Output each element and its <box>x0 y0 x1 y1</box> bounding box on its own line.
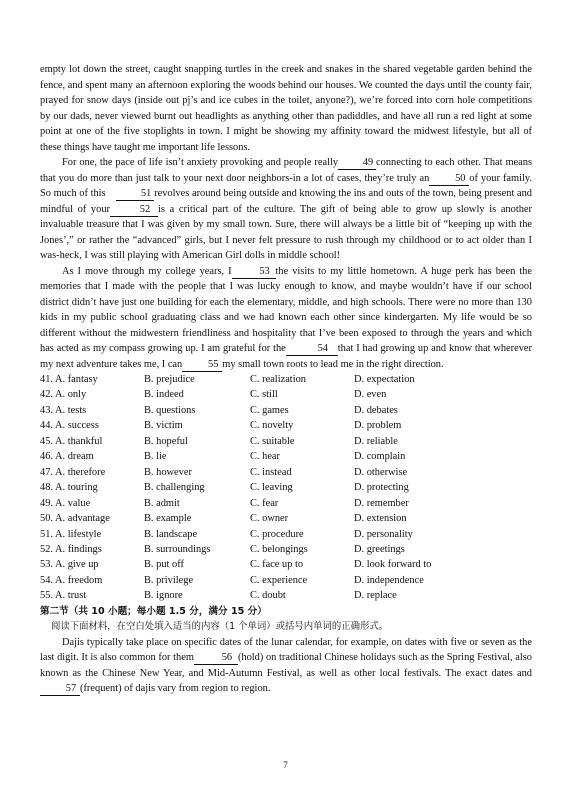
option-a: 41. A. fantasy <box>40 374 98 385</box>
text: of your family. So much of this <box>40 172 532 199</box>
option-b: B. admit <box>144 497 180 509</box>
option-b: B. challenging <box>144 482 205 494</box>
option-d: D. greetings <box>354 543 405 555</box>
exam-page <box>40 62 532 697</box>
text: the visits to my little hometown. A huge perk has been the memories that I made with the people that I was lucky enough to know, and maybe wouldn’t have if our school district didn’t have just one building for each the elementary, middle, and high schools. There were no more than 130 kids in my public school graduating class and we had known each other since kindergarten. My life would be so different without the midwestern friendliness and hospitality that I’ve been exposed to through the years and which has acted as my compass growing up. I am grateful for the <box>40 265 532 354</box>
option-row <box>40 434 532 449</box>
option-row <box>40 372 532 387</box>
option-c: C. games <box>250 404 289 416</box>
blank-49: 49 <box>338 157 376 170</box>
option-c: C. still <box>250 389 278 401</box>
option-c: C. leaving <box>250 482 293 494</box>
option-c: C. experience <box>250 574 308 586</box>
option-row <box>40 588 532 603</box>
option-c: C. instead <box>250 466 292 478</box>
option-row <box>40 542 532 557</box>
option-d: D. personality <box>354 528 413 540</box>
option-d: D. look forward to <box>354 559 432 571</box>
option-a: 54. A. freedom <box>40 574 103 586</box>
option-a: 44. A. success <box>40 420 99 432</box>
option-d: D. protecting <box>354 482 409 494</box>
option-row <box>40 418 532 433</box>
text: is a critical part of the culture. The gift of being able to grow up slowly is another invaluable treasure that I was given by my small town. Sure, there will always be a little bit of “keeping up with the Jones’,” or rather the “advanced” girls, but I never felt pressure to rush through my childhood or to act older than I was-heck, I was still playing with American Girl dolls in middle school! <box>40 203 532 261</box>
option-b: B. victim <box>144 420 183 432</box>
section-2-title: 第二节（共 10 小题；每小题 1.5 分，满分 15 分） <box>40 605 267 617</box>
option-a: 48. A. touring <box>40 482 98 494</box>
option-d: D. replace <box>354 590 397 602</box>
option-d: D. otherwise <box>354 466 408 478</box>
section-2-paragraph-1 <box>40 635 532 697</box>
blank-50: 50 <box>429 173 469 186</box>
option-b: B. hopeful <box>144 435 188 447</box>
text: revolves around being outside and knowing the ins and outs of the town, being present and mindful of your <box>40 188 533 215</box>
blank-54: 54 <box>286 343 338 356</box>
option-b: B. privilege <box>144 574 194 586</box>
option-a: 55. A. trust <box>40 590 87 602</box>
option-b: B. questions <box>144 404 196 416</box>
option-a: 50. A. advantage <box>40 513 110 525</box>
text: Dajis typically take place on specific dates of the lunar calendar, for example, on dates with five or seven as the last digit. It is also common for them <box>40 636 532 664</box>
option-a: 52. A. findings <box>40 543 102 555</box>
blank-55: 55 <box>182 359 222 372</box>
option-row <box>40 480 532 495</box>
passage-paragraph-1: empty lot down the street, caught snapping turtles in the creek and snakes in the shared vegetable garden behind the fence, and spent many an afternoon exploring the woods behind our houses. We counted the days until the county fair, prayed for snow days (inside out pj’s and ice cubes in the toilet, anyone?), we’re forced into corn hole competitions by our dads, never viewed burnt out headlights as anything other than padiddles, and have all run a red light at some point at one of the five stoplights in town. I might be showing my affinity toward the midwest lifestyle, but all of these things have taught me important life lessons. <box>40 64 532 153</box>
blank-53: 53 <box>232 266 276 279</box>
option-row <box>40 527 532 542</box>
option-row <box>40 573 532 588</box>
option-row <box>40 511 532 526</box>
text: For one, the pace of life isn’t anxiety provoking and people really <box>62 157 339 168</box>
option-c: C. belongings <box>250 543 308 555</box>
option-d: D. complain <box>354 451 406 463</box>
option-row <box>40 557 532 572</box>
option-b: B. prejudice <box>144 374 195 385</box>
text: (frequent) of dajis vary from region to region. <box>80 683 271 695</box>
option-row <box>40 387 532 402</box>
option-c: C. owner <box>250 513 289 525</box>
option-b: B. indeed <box>144 389 184 401</box>
option-c: C. doubt <box>250 590 286 602</box>
passage-paragraph-2 <box>40 155 532 264</box>
blank-56: 56 <box>194 652 238 665</box>
option-b: B. put off <box>144 559 184 571</box>
option-a: 42. A. only <box>40 389 87 401</box>
option-a: 49. A. value <box>40 497 91 509</box>
option-c: C. suitable <box>250 435 295 447</box>
option-d: D. debates <box>354 404 398 416</box>
blank-57: 57 <box>40 683 80 696</box>
options-list <box>40 372 532 604</box>
option-d: D. extension <box>354 513 407 525</box>
option-a: 45. A. thankful <box>40 435 103 447</box>
option-row <box>40 449 532 464</box>
text: (hold) on traditional Chinese holidays such as the Spring Festival, also known as the Chinese New Year, and Mid-Autumn Festival, as well as other local festivals. The exact dates and <box>40 652 533 679</box>
option-c: C. face up to <box>250 559 304 571</box>
option-c: C. realization <box>250 374 306 385</box>
text: my small town roots to lead me in the right direction. <box>222 358 444 370</box>
passage-paragraph-3 <box>40 264 532 373</box>
option-c: C. fear <box>250 497 279 509</box>
option-a: 46. A. dream <box>40 451 94 463</box>
option-c: C. hear <box>250 451 281 463</box>
option-d: D. problem <box>354 420 402 432</box>
option-d: D. independence <box>354 574 424 586</box>
text: As I move through my college years, I <box>62 265 232 277</box>
option-row <box>40 465 532 480</box>
option-b: B. surroundings <box>144 543 211 555</box>
option-d: D. expectation <box>354 374 415 385</box>
section-2-instruction: 阅读下面材料，在空白处填入适当的内容（1 个单词）或括号内单词的正确形式。 <box>51 621 389 633</box>
option-a: 53. A. give up <box>40 559 99 571</box>
option-b: B. example <box>144 513 192 525</box>
option-c: C. procedure <box>250 528 304 540</box>
option-b: B. landscape <box>144 528 198 540</box>
text: connecting to each other. That means that you do more than just talk to your next door neighbors-in a lot of cases, they’re truly an <box>40 157 532 184</box>
option-a: 51. A. lifestyle <box>40 528 102 540</box>
option-d: D. remember <box>354 497 409 509</box>
blank-52: 52 <box>110 204 158 217</box>
text: that I had growing up and know that wherever my next adventure takes me, I can <box>40 343 533 370</box>
blank-51: 51 <box>116 188 154 201</box>
option-d: D. even <box>354 389 387 401</box>
option-a: 47. A. therefore <box>40 466 106 478</box>
option-b: B. ignore <box>144 590 183 602</box>
option-b: B. lie <box>144 451 167 463</box>
option-row <box>40 403 532 418</box>
option-b: B. however <box>144 466 192 478</box>
option-c: C. novelty <box>250 420 294 432</box>
option-row <box>40 496 532 511</box>
option-d: D. reliable <box>354 435 398 447</box>
option-a: 43. A. tests <box>40 404 87 416</box>
page-number: 7 <box>283 760 288 770</box>
